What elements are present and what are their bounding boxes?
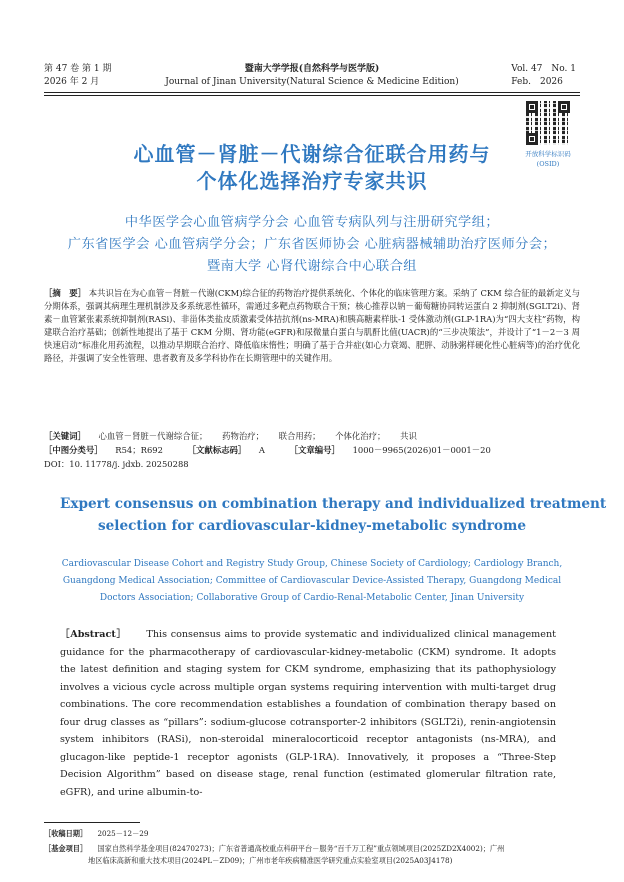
keyword-item: 个体化治疗； — [335, 431, 386, 441]
article-title-cn — [90, 141, 534, 195]
authors-en — [44, 556, 580, 607]
authors-en-line2: Guangdong Medical Association; Committee of Cardiovascular Device-Assisted Therapy, Guangdong Medical — [62, 576, 562, 586]
received-value: 2025－12－29 — [97, 829, 149, 838]
received-label: ［收稿日期］ — [44, 829, 88, 838]
article-number-label: ［文章编号］ — [289, 445, 340, 455]
header-date-cn: 2026 年 2 月 — [44, 77, 100, 87]
article-title-cn-line1: 心血管－肾脏－代谢综合征联合用药与 — [133, 142, 491, 166]
article-number-value: 1000－9965(2026)01－0001－20 — [352, 445, 491, 455]
authors-cn-line3: 暨南大学 心肾代谢综合中心联合组 — [206, 259, 417, 274]
abstract-cn — [44, 287, 580, 365]
qr-finder-top-right — [558, 101, 570, 113]
header-volume-cn: 第 47 卷 第 1 期 — [44, 64, 112, 74]
keyword-item: 联合用药； — [278, 431, 321, 441]
footnote-rule — [44, 822, 140, 823]
keywords-cn — [44, 430, 580, 443]
header-rule — [44, 92, 580, 93]
doc-code-value: A — [258, 445, 265, 455]
article-title-cn-line2: 个体化选择治疗专家共识 — [196, 169, 428, 193]
article-title-en-line2: selection for cardiovascular-kidney-metabolic syndrome — [98, 518, 526, 534]
header-volume-right — [511, 63, 576, 89]
article-title-en-line1: Expert consensus on combination therapy and individualized treatment — [60, 496, 607, 512]
fund-line1: 国家自然科学基金项目(82470273)；广东省普通高校重点科研平台－服务“百千万工程”重点领域项目(2025ZD2X4002)；广州 — [97, 844, 505, 853]
fund-info — [44, 843, 580, 867]
abstract-cn-label: ［摘 要］ — [44, 288, 87, 298]
journal-name-en: Journal of Jinan University(Natural Science & Medicine Edition) — [165, 77, 459, 87]
header-volume-en: Vol. 47 No. 1 — [511, 64, 576, 74]
authors-en-line3: Doctors Association; Collaborative Group of Cardio-Renal-Metabolic Center, Jinan University — [99, 593, 525, 603]
keyword-item: 共识 — [400, 431, 417, 441]
header-rule-thin — [44, 95, 580, 96]
fund-label: ［基金项目］ — [44, 844, 88, 853]
authors-cn-line2: 广东省医学会 心血管病学分会；广东省医师协会 心脏病器械辅助治疗医师分会； — [67, 237, 557, 252]
doi-line — [44, 458, 580, 471]
keywords-cn-label: ［关键词］ — [44, 431, 86, 441]
header-date-en: Feb. 2026 — [511, 77, 563, 87]
journal-name-cn: 暨南大学学报(自然科学与医学版) — [244, 64, 380, 74]
abstract-en-text: This consensus aims to provide systematic and individualized clinical management guidance for the pharmacotherapy of cardiovascular-kidney-metabolic (CKM) syndrome. It adopts the latest definition and staging system for CKM syndrome, emphasizing that its pathophysiology involves a vicious cycle across multiple organ systems requiring intervention with multi-target drug combinations. The core recommendation establishes a foundation of combination therapy based on four drug classes as “pillars”: sodium-glucose cotransporter-2 inhibitors (SGLT2i), renin-angiotensin system inhibitors (RASi), non-steroidal mineralocorticoid receptor antagonists (ns-MRA), and glucagon-like peptide-1 receptor agonists (GLP-1RA). Innovatively, it proposes a “Three-Step Decision Algorithm” based on disease stage, renal function (estimated glomerular filtration rate, eGFR), and urine albumin-to- — [60, 629, 556, 798]
header-journal — [120, 63, 504, 89]
classification-line — [44, 444, 580, 457]
article-title-en — [60, 493, 607, 537]
authors-cn-line1: 中华医学会心血管病学分会 心血管专病队列与注册研究学组； — [124, 215, 500, 230]
abstract-cn-text: 本共识旨在为心血管－肾脏－代谢(CKM)综合征的药物治疗提供系统化、个体化的临床管理方案。采纳了 CKM 综合征的最新定义与分期体系，强调其病理生理机制涉及多系统恶性循环，需通过多靶点药物联合干预；核心推荐以钠－葡萄糖协同转运蛋白 2 抑制剂(SGLT2i)、肾素－血管紧张素系统抑制剂(RASi)、非甾体类盐皮质激素受体拮抗剂(ns-MRA)和胰高糖素样肽-1 受体激动剂(GLP-1RA)为“四大支柱”药物，构建联合治疗基础；创新性地提出了基于 CKM 分期、肾功能(eGFR)和尿微量白蛋白与肌酐比值(UACR)的“三步决策法”，并设计了“1－2－3 周快速启动”标准化用药流程，以推动早期联合治疗、降低临床惰性；明确了基于合并症(如心力衰竭、肥胖、动脉粥样硬化性心脏病等)的治疗优化路径，并强调了安全性管理、患者教育及多学科协作在长期管理中的关键作用。 — [44, 288, 581, 363]
doc-code-label: ［文献标志码］ — [187, 445, 247, 455]
authors-cn — [36, 212, 588, 278]
received-date — [44, 828, 580, 840]
osid-label-code: (OSID) — [536, 160, 560, 168]
fund-line2: 地区临床高新和重大技术项目(2024PL－ZD09)；广州市老年疾病精准医学研究重点实验室项目(2025A03J4178) — [88, 856, 453, 865]
qr-code-icon[interactable] — [526, 101, 570, 145]
osid-label-cn: 开放科学标识码 — [525, 150, 571, 158]
clc-value: R54；R692 — [115, 445, 163, 455]
doi-link[interactable]: DOI：10. 11778/j. jdxb. 20250288 — [44, 459, 189, 469]
keyword-item: 心血管－肾脏－代谢综合征； — [98, 431, 208, 441]
qr-finder-top-left — [526, 101, 538, 113]
authors-en-line1: Cardiovascular Disease Cohort and Registry Study Group, Chinese Society of Cardiology; Cardiology Branch, — [61, 559, 563, 569]
header-volume-left — [44, 63, 111, 89]
abstract-en-label: ［Abstract］ — [60, 629, 127, 640]
abstract-en — [60, 626, 556, 801]
clc-label: ［中图分类号］ — [44, 445, 103, 455]
keyword-item: 药物治疗； — [222, 431, 264, 441]
